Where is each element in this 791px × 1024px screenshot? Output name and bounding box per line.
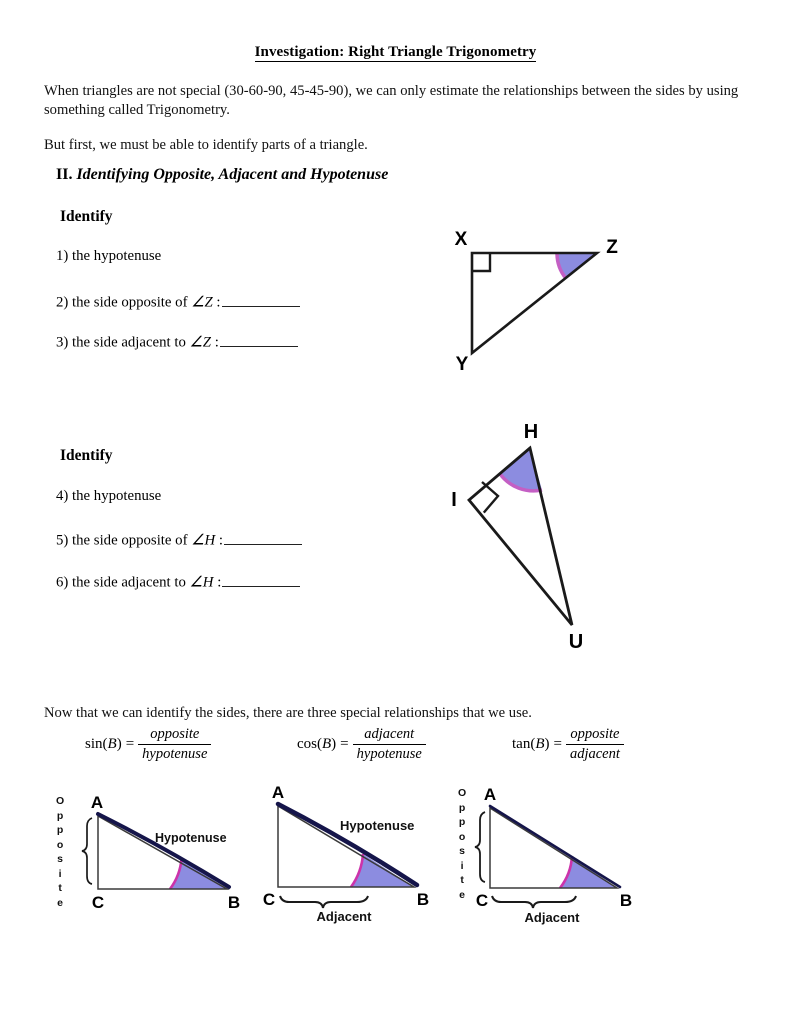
question-number-5: 5) (56, 532, 69, 549)
formula-sine-func: sin (85, 736, 103, 753)
vertex-label-c-3: C (475, 891, 489, 910)
section-number: II. (56, 166, 73, 183)
vertex-label-b-3: B (619, 891, 633, 910)
question-item-1 (56, 248, 161, 265)
bottom-figure-row (44, 784, 764, 944)
vertex-label-h: H (523, 421, 539, 443)
vertex-label-i: I (451, 489, 457, 511)
vertex-label-z: Z (606, 237, 618, 258)
formula-cosine-numerator: adjacent (364, 726, 415, 742)
formula-tangent-func: tan (512, 736, 531, 753)
question-number-2: 2) (56, 294, 69, 311)
formula-tangent-arg: B (535, 736, 545, 753)
triangle-xyz-svg (440, 225, 640, 375)
question-item-3 (56, 333, 298, 352)
adjacent-brace-3 (492, 896, 576, 908)
formula-sine-equals: = (125, 736, 135, 753)
vertical-label-char: p (56, 824, 64, 836)
formula-tangent-lhs: tan(B) (512, 736, 550, 753)
opposite-brace-1 (82, 818, 92, 884)
formula-tangent-numerator: opposite (570, 726, 620, 742)
triangle-abc-outline-3 (490, 808, 617, 888)
question-colon-5: : (215, 532, 223, 549)
triangle-diagram-xyz (440, 225, 640, 375)
vertical-label-char: O (56, 795, 65, 807)
answer-blank-5[interactable] (224, 531, 302, 545)
figure-sine-svg (52, 784, 262, 944)
figure-tangent-triangle (454, 784, 664, 934)
vertical-label-char: i (58, 867, 62, 880)
section-heading-label: Identifying Opposite, Adjacent and Hypotenuse (76, 166, 389, 183)
question-text-1: the hypotenuse (72, 248, 162, 264)
vertex-label-c-2: C (262, 890, 276, 909)
question-text-6: the side adjacent to (72, 574, 190, 591)
vertical-label-char: t (58, 882, 62, 894)
formula-tangent (512, 726, 624, 763)
question-item-5 (56, 531, 302, 550)
question-number-6: 6) (56, 574, 69, 591)
question-item-4 (56, 488, 161, 505)
question-number-1: 1) (56, 248, 69, 264)
angle-symbol-h-1: ∠H (191, 532, 216, 549)
angle-symbol-z-2: ∠Z (189, 334, 212, 351)
formula-row (60, 726, 760, 782)
triangle-abc-outline-1 (98, 816, 227, 889)
question-colon-6: : (213, 574, 222, 591)
vertical-label-char: s (57, 853, 63, 865)
answer-blank-6[interactable] (222, 573, 300, 587)
vertical-label-char: p (458, 816, 466, 828)
question-text-4: the hypotenuse (72, 488, 162, 504)
hypotenuse-emphasis-2 (278, 804, 417, 885)
intro-paragraph-2: But first, we must be able to identify parts of a triangle. (44, 137, 368, 153)
vertical-label-char: i (460, 859, 464, 872)
vertical-label-char: e (459, 888, 465, 901)
question-item-2 (56, 293, 300, 312)
vertical-label-char: t (460, 874, 464, 886)
triangle-diagram-hiu (430, 420, 630, 660)
vertex-label-c-1: C (91, 893, 105, 912)
answer-blank-3[interactable] (220, 333, 298, 347)
vertical-label-char: e (57, 896, 63, 909)
triangle-hiu-svg (430, 420, 630, 660)
question-text-3: the side adjacent to (72, 334, 190, 351)
formula-tangent-equals: = (553, 736, 562, 753)
adjacent-label-3: Adjacent (524, 910, 580, 925)
vertical-label-char: p (56, 809, 64, 822)
formula-cosine-denominator: hypotenuse (353, 744, 426, 763)
figure-cosine-svg (256, 784, 466, 934)
formula-tangent-denominator: adjacent (566, 744, 624, 763)
vertical-label-char: s (459, 845, 465, 857)
formula-sine (85, 726, 211, 763)
page-title-text: Investigation: Right Triangle Trigonometry (254, 44, 537, 60)
vertical-label-char: p (458, 801, 466, 814)
question-item-6 (56, 573, 300, 592)
adjacent-brace-2 (280, 896, 368, 908)
hypotenuse-emphasis-1 (98, 814, 229, 887)
vertex-label-b-1: B (227, 893, 241, 912)
formula-sine-numerator: opposite (150, 726, 200, 742)
identify-heading-1: Identify (60, 208, 113, 225)
formula-cosine (297, 726, 426, 763)
angle-symbol-h-2: ∠H (189, 574, 214, 591)
question-colon-3: : (211, 334, 219, 351)
vertex-label-x: X (454, 229, 468, 250)
figure-tangent-svg (454, 784, 664, 934)
vertex-label-u: U (568, 631, 584, 653)
figure-sine-triangle (52, 784, 262, 944)
formula-tangent-fraction (566, 726, 624, 763)
right-angle-marker-x (472, 253, 490, 271)
section-heading (56, 166, 388, 184)
question-text-5: the side opposite of (72, 532, 192, 549)
vertex-label-b-2: B (416, 890, 430, 909)
vertical-label-char: O (458, 787, 467, 799)
question-number-3: 3) (56, 334, 69, 351)
formula-cosine-arg: B (322, 736, 332, 753)
formula-sine-denominator: hypotenuse (138, 744, 211, 763)
formula-sine-arg: B (107, 736, 117, 753)
formula-cosine-func: cos (297, 736, 317, 753)
formula-cosine-fraction (353, 726, 426, 763)
adjacent-label-2: Adjacent (316, 909, 372, 924)
question-text-2: the side opposite of (72, 294, 192, 311)
figure-cosine-triangle (256, 784, 466, 934)
formula-cosine-lhs: cos(B) (297, 736, 337, 753)
closing-paragraph: Now that we can identify the sides, there are three special relationships that we use. (44, 705, 532, 721)
vertex-label-a-3: A (483, 785, 497, 804)
answer-blank-2[interactable] (222, 293, 300, 307)
hypotenuse-emphasis-3 (490, 806, 620, 887)
identify-heading-2: Identify (60, 447, 113, 464)
vertex-label-y: Y (455, 354, 469, 375)
formula-cosine-equals: = (340, 736, 349, 753)
hypotenuse-label-2: Hypotenuse (340, 818, 415, 833)
question-colon-2: : (212, 294, 221, 311)
formula-sine-fraction (138, 726, 211, 763)
hypotenuse-label-1: Hypotenuse (155, 831, 227, 845)
formula-sine-lhs: sin(B) (85, 736, 122, 753)
vertical-label-char: o (56, 838, 64, 851)
vertical-label-char: o (458, 830, 466, 843)
opposite-brace-3 (475, 812, 485, 882)
vertex-label-a-1: A (90, 793, 104, 812)
angle-symbol-z-1: ∠Z (191, 294, 213, 311)
vertex-label-a-2: A (271, 784, 285, 802)
intro-paragraph-1: When triangles are not special (30-60-90, 45-45-90), we can only estimate the relationships between the sides by using something called Trigonometry. (44, 83, 739, 118)
question-number-4: 4) (56, 488, 69, 504)
page-title (0, 44, 791, 61)
